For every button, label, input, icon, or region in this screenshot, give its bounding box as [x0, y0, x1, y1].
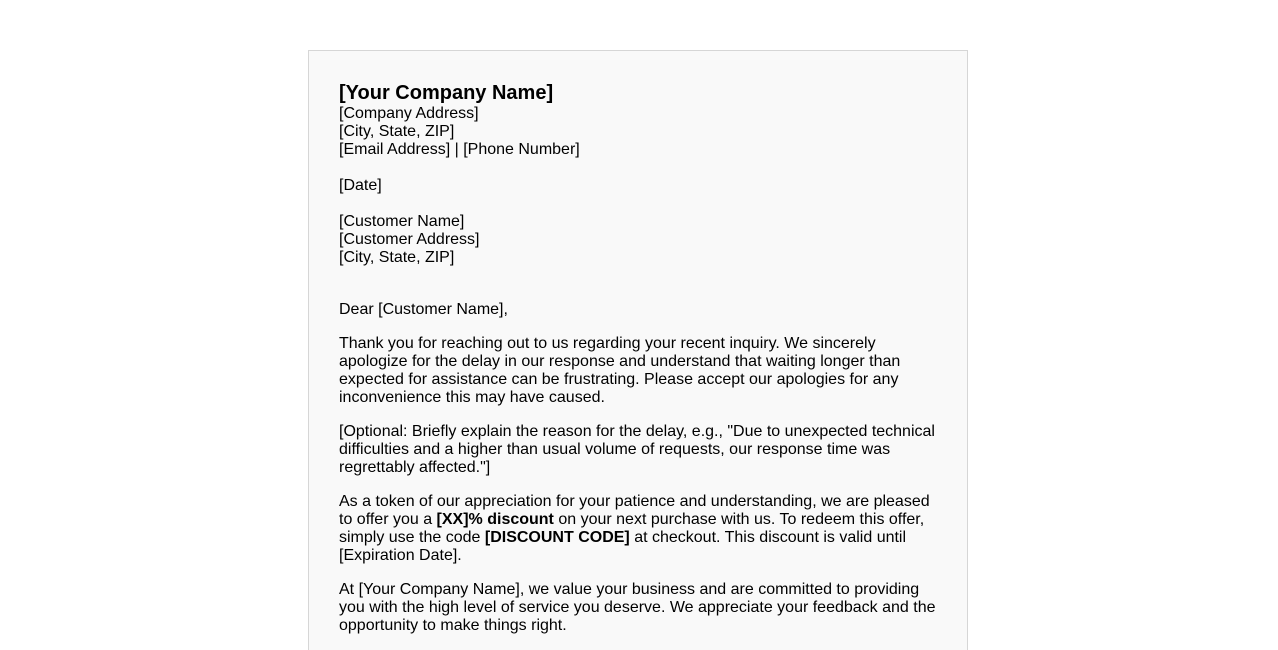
paragraph-3-text-middle: on your next purchase with us. To redeem this offer, simply use the code	[339, 511, 925, 546]
discount-amount: [XX]% discount	[436, 511, 554, 528]
paragraph-3-text-start: As a token of our appreciation for your patience and understanding, we are pleased to offer you a	[339, 493, 930, 528]
company-city-state-zip: [City, State, ZIP]	[339, 123, 455, 140]
spacer	[339, 267, 937, 301]
sender-block	[339, 81, 937, 159]
letter-date: [Date]	[339, 177, 382, 194]
company-contact: [Email Address] | [Phone Number]	[339, 141, 580, 158]
spacer	[339, 195, 937, 213]
recipient-name: [Customer Name]	[339, 213, 465, 230]
company-address: [Company Address]	[339, 105, 479, 122]
recipient-city-state-zip: [City, State, ZIP]	[339, 249, 455, 266]
body-paragraph-2: [Optional: Briefly explain the reason for the delay, e.g., "Due to unexpected technical difficulties and a higher than usual volume of requests, our response time was regrettably affected."]	[339, 423, 935, 476]
paragraph-3-text-end: at checkout. This discount is valid until [Expiration Date].	[339, 529, 907, 564]
body-paragraph-1: Thank you for reaching out to us regarding your recent inquiry. We sincerely apologize for the delay in our response and understand that waiting longer than expected for assistance can be frustrating. Please accept our apologies for any inconvenience this may have caused.	[339, 335, 901, 406]
company-name: [Your Company Name]	[339, 82, 554, 104]
salutation: Dear [Customer Name],	[339, 301, 508, 318]
body-paragraph-3	[339, 493, 937, 565]
recipient-address: [Customer Address]	[339, 231, 480, 248]
recipient-block	[339, 213, 937, 267]
discount-code: [DISCOUNT CODE]	[484, 529, 630, 546]
body-paragraph-4: At [Your Company Name], we value your business and are committed to providing you with the high level of service you deserve. We appreciate your feedback and the opportunity to make things right.	[339, 581, 936, 634]
letter-page	[308, 50, 968, 650]
spacer	[339, 159, 937, 177]
